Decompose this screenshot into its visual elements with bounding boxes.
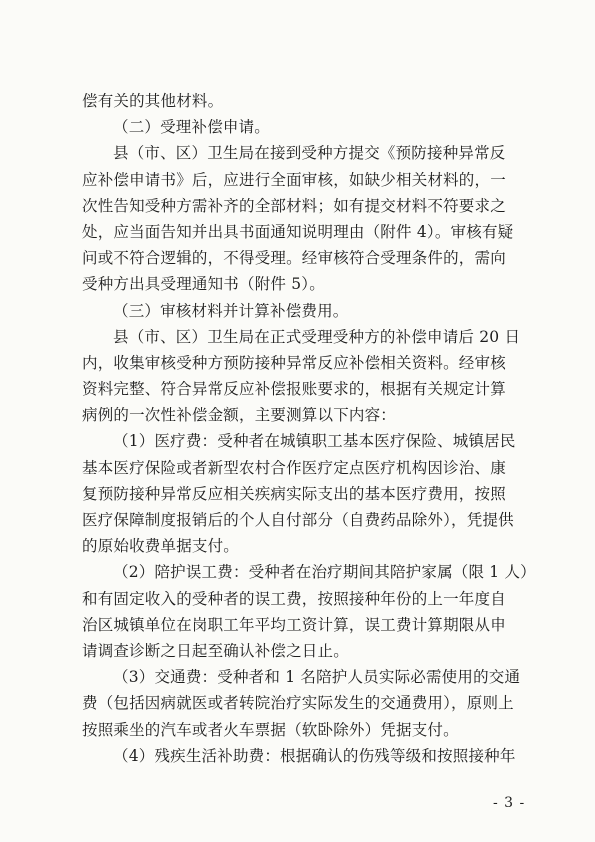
text-line: 问或不符合逻辑的，不得受理。经审核符合受理条件的，需向 <box>82 249 506 268</box>
text-line: （2）陪护误工费：受种者在治疗期间其陪护家属（限 1 人） <box>113 563 536 582</box>
page-number: - 3 - <box>493 795 526 811</box>
text-line: 复预防接种异常反应相关疾病实际支出的基本医疗费用，按照 <box>82 484 506 503</box>
text-line: 县（市、区）卫生局在接到受种方提交《预防接种异常反 <box>113 144 506 163</box>
text-line: 处，应当面告知并出具书面通知说明理由（附件 4）。审核有疑 <box>82 222 514 241</box>
text-line: 次性告知受种方需补齐的全部材料；如有提交材料不符要求之 <box>82 196 506 215</box>
text-line: 和有固定收入的受种者的误工费，按照接种年份的上一年度自 <box>82 589 506 608</box>
text-line: 应补偿申请书》后，应进行全面审核，如缺少相关材料的，一 <box>82 170 506 189</box>
text-line: 受种方出具受理通知书（附件 5）。 <box>82 275 325 294</box>
text-line: 的原始收费单据支付。 <box>82 537 240 556</box>
text-line: 基本医疗保险或者新型农村合作医疗定点医疗机构因诊治、康 <box>82 458 506 477</box>
text-line: 治区城镇单位在岗职工年平均工资计算，误工费计算期限从申 <box>82 615 506 634</box>
text-line: （1）医疗费：受种者在城镇职工基本医疗保险、城镇居民 <box>113 432 516 451</box>
section-heading: （三）审核材料并计算补偿费用。 <box>113 301 349 320</box>
text-line: 偿有关的其他材料。 <box>82 92 224 110</box>
text-line: 请调查诊断之日起至确认补偿之日止。 <box>82 641 349 660</box>
text-line: 费（包括因病就医或者转院治疗实际发生的交通费用），原则上 <box>82 694 514 713</box>
text-line: （4）残疾生活补助费：根据确认的伤残等级和按照接种年 <box>113 746 516 765</box>
body-text <box>82 88 536 769</box>
text-line: 按照乘坐的汽车或者火车票据（软卧除外）凭据支付。 <box>82 720 459 739</box>
text-line: （3）交通费：受种者和 1 名陪护人员实际必需使用的交通 <box>113 668 521 687</box>
text-line: 县（市、区）卫生局在正式受理受种方的补偿申请后 20 日 <box>113 327 521 346</box>
section-heading: （二）受理补偿申请。 <box>113 118 271 137</box>
text-line: 医疗保障制度报销后的个人自付部分（自费药品除外），凭提供 <box>82 511 514 529</box>
text-line: 资料完整、符合异常反应补偿报账要求的，根据有关规定计算 <box>82 380 506 399</box>
text-line: 病例的一次性补偿金额，主要测算以下内容： <box>82 406 397 425</box>
text-line: 内，收集审核受种方预防接种异常反应补偿相关资料。经审核 <box>82 353 506 372</box>
